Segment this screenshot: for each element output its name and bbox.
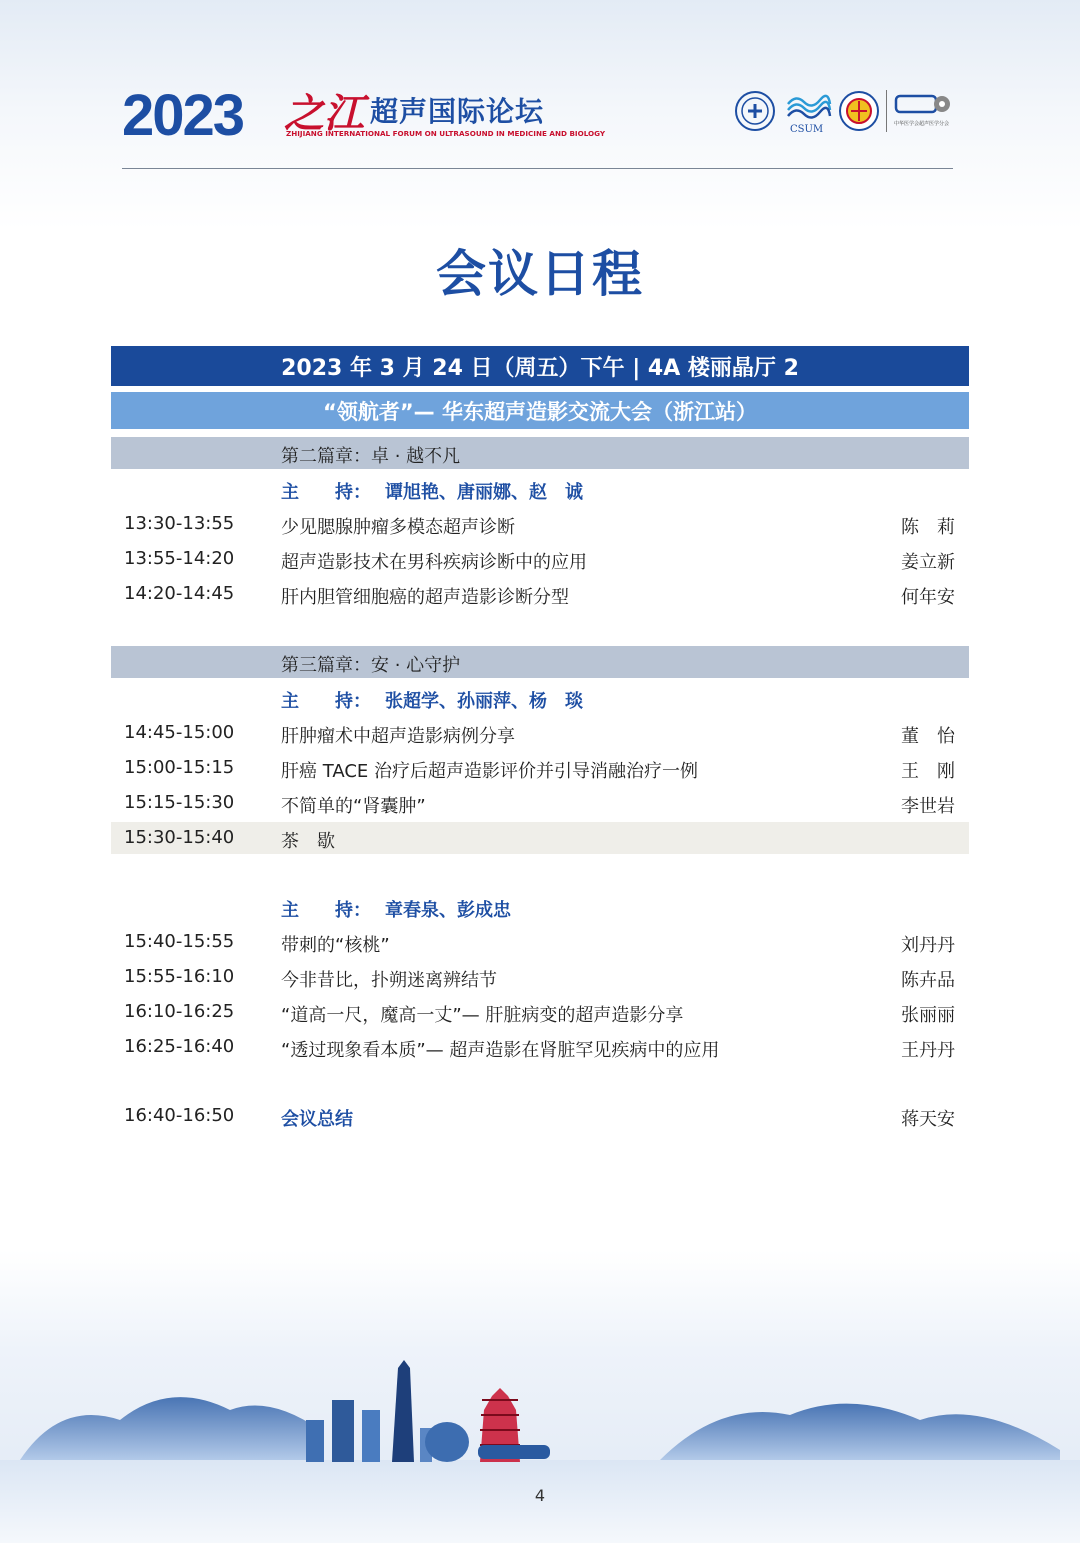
talk-topic: 肝内胆管细胞癌的超声造影诊断分型 <box>281 587 569 608</box>
logo-year: 2023 <box>122 83 244 148</box>
talk-speaker: 张丽丽 <box>901 1005 955 1026</box>
chapter-heading <box>111 646 969 678</box>
chair-names: 张超学、孙丽萍、杨 琰 <box>385 691 583 712</box>
logo-brand-title: 超声国际论坛 <box>370 95 545 128</box>
talk-speaker: 刘丹丹 <box>901 935 955 956</box>
talk-time: 15:40-15:55 <box>124 931 235 952</box>
date-venue-banner: 2023 年 3 月 24 日（周五）下午 | 4A 楼丽晶厅 2 <box>111 346 969 386</box>
talk-time: 15:00-15:15 <box>124 757 235 778</box>
cma-label: 中华医学会超声医学分会 <box>894 121 950 127</box>
talk-topic: 肝肿瘤术中超声造影病例分享 <box>281 726 515 747</box>
talk-topic: 不简单的“肾囊肿” <box>281 796 426 817</box>
talk-speaker: 何年安 <box>901 587 955 608</box>
closing-time: 16:40-16:50 <box>124 1105 235 1126</box>
chapter-title: 第二篇章：卓 · 越不凡 <box>281 446 461 467</box>
talk-time: 16:10-16:25 <box>124 1001 235 1022</box>
closing-speaker: 蒋天安 <box>901 1109 955 1130</box>
csum-label: CSUM <box>790 124 824 135</box>
talk-time: 13:30-13:55 <box>124 513 235 534</box>
chair-line <box>281 896 511 922</box>
header-divider <box>122 168 953 169</box>
schedule-row <box>111 787 969 819</box>
talk-speaker: 王丹丹 <box>901 1040 955 1061</box>
schedule-row <box>111 508 969 540</box>
talk-topic: 今非昔比，扑朔迷离辨结节 <box>281 970 497 991</box>
chapter-title: 第三篇章：安 · 心守护 <box>281 655 461 676</box>
schedule-row <box>111 752 969 784</box>
talk-topic: 肝癌 TACE 治疗后超声造影评价并引导消融治疗一例 <box>281 761 698 782</box>
schedule-row <box>111 717 969 749</box>
talk-time: 14:45-15:00 <box>124 722 235 743</box>
chair-names: 谭旭艳、唐丽娜、赵 诚 <box>385 482 583 503</box>
schedule-row <box>111 961 969 993</box>
partner-divider <box>886 90 887 132</box>
talk-time: 16:25-16:40 <box>124 1036 235 1057</box>
page-number: 4 <box>534 1486 546 1505</box>
hangzhou-skyline-illustration <box>0 1340 1080 1543</box>
talk-speaker: 董 怡 <box>901 726 955 747</box>
talk-time: 15:55-16:10 <box>124 966 235 987</box>
chair-label: 主 持： <box>281 482 371 503</box>
talk-speaker: 陈卉品 <box>901 970 955 991</box>
talk-time: 15:15-15:30 <box>124 792 235 813</box>
schedule-row <box>111 926 969 958</box>
schedule-row <box>111 1031 969 1063</box>
logo-brand-english: ZHIJIANG INTERNATIONAL FORUM ON ULTRASOUND IN MEDICINE AND BIOLOGY <box>286 129 606 138</box>
talk-speaker: 姜立新 <box>901 552 955 573</box>
logo-brand-zhijiang: 之江 <box>284 90 364 137</box>
talk-topic: “道高一尺，魔高一丈”— 肝脏病变的超声造影分享 <box>281 1005 684 1026</box>
talk-topic: “透过现象看本质”— 超声造影在肾脏罕见疾病中的应用 <box>281 1040 720 1061</box>
break-time: 15:30-15:40 <box>124 827 235 848</box>
chair-line <box>281 687 583 713</box>
talk-topic: 带刺的“核桃” <box>281 935 390 956</box>
chapter-heading <box>111 437 969 469</box>
page-header <box>0 0 1080 170</box>
talk-speaker: 李世岩 <box>901 796 955 817</box>
closing-row <box>111 1100 969 1132</box>
chair-label: 主 持： <box>281 900 371 921</box>
page-title: 会议日程 <box>436 245 644 303</box>
break-label: 茶 歇 <box>281 831 335 852</box>
break-row <box>111 822 969 854</box>
medical-emblem-icon <box>838 90 880 132</box>
talk-speaker: 王 刚 <box>901 761 955 782</box>
talk-topic: 少见腮腺肿瘤多模态超声诊断 <box>281 517 515 538</box>
talk-time: 14:20-14:45 <box>124 583 235 604</box>
talk-topic: 超声造影技术在男科疾病诊断中的应用 <box>281 552 587 573</box>
event-banner: “领航者”— 华东超声造影交流大会（浙江站） <box>111 392 969 429</box>
chair-label: 主 持： <box>281 691 371 712</box>
chair-names: 章春泉、彭成忠 <box>385 900 511 921</box>
schedule-row <box>111 578 969 610</box>
partner-logos <box>734 90 956 136</box>
cma-logo-icon <box>894 90 952 118</box>
closing-topic: 会议总结 <box>281 1109 353 1130</box>
chair-line <box>281 478 583 504</box>
talk-speaker: 陈 莉 <box>901 517 955 538</box>
talk-time: 13:55-14:20 <box>124 548 235 569</box>
schedule-row <box>111 543 969 575</box>
partner-seal-icon <box>734 90 776 132</box>
schedule-row <box>111 996 969 1028</box>
